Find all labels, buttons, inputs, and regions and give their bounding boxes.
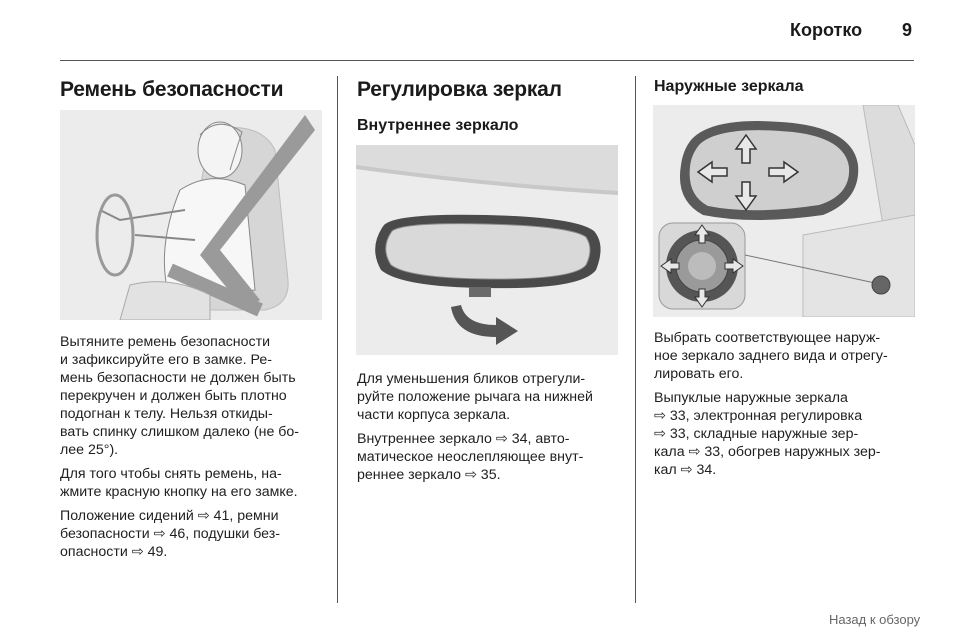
text-line: лировать его. bbox=[654, 366, 744, 382]
cross-reference-line[interactable]: безопасности ⇨ 46, подушки без- bbox=[60, 526, 280, 542]
text-line: Выбрать соответствующее наруж- bbox=[654, 330, 881, 346]
cross-reference-line[interactable]: Внутреннее зеркало ⇨ 34, авто- bbox=[357, 431, 570, 447]
cross-reference-line[interactable]: кал ⇨ 34. bbox=[654, 462, 717, 478]
paragraph bbox=[60, 333, 328, 459]
subheading-exterior-mirrors: Наружные зеркала bbox=[654, 78, 804, 95]
paragraph-cross-references bbox=[357, 430, 627, 484]
cross-reference-line[interactable]: опасности ⇨ 49. bbox=[60, 544, 168, 560]
text-line: жмите красную кнопку на его замке. bbox=[60, 484, 298, 500]
paragraph bbox=[654, 329, 924, 383]
cross-reference-line[interactable]: кала ⇨ 33, обогрев наружных зер- bbox=[654, 444, 881, 460]
exterior-mirror-illustration bbox=[653, 105, 915, 317]
exterior-mirror-text bbox=[654, 329, 924, 485]
text-line: ное зеркало заднего вида и отрегу- bbox=[654, 348, 888, 364]
text-line: и зафиксируйте его в замке. Ре- bbox=[60, 352, 272, 368]
text-line: Выпуклые наружные зеркала bbox=[654, 390, 848, 406]
text-line: Для уменьшения бликов отрегули- bbox=[357, 371, 586, 387]
cross-reference-line[interactable]: Положение сидений ⇨ 41, ремни bbox=[60, 508, 279, 524]
page-number: 9 bbox=[902, 20, 913, 40]
column-divider bbox=[337, 76, 338, 603]
paragraph bbox=[357, 370, 627, 424]
text-line: вать спинку слишком далеко (не бо- bbox=[60, 424, 300, 440]
heading-seat-belt: Ремень безопасности bbox=[60, 78, 284, 101]
paragraph-cross-references bbox=[60, 507, 328, 561]
seat-belt-illustration bbox=[60, 110, 322, 320]
cross-reference-line[interactable]: ⇨ 33, электронная регулировка bbox=[654, 408, 863, 424]
heading-mirror-adjustment: Регулировка зеркал bbox=[357, 78, 562, 101]
back-to-overview-link[interactable]: Назад к обзору bbox=[829, 612, 921, 627]
interior-mirror-illustration bbox=[356, 145, 618, 355]
text-line: перекручен и должен быть плотно bbox=[60, 388, 287, 404]
column-divider bbox=[635, 76, 636, 603]
text-line: руйте положение рычага на нижней bbox=[357, 389, 593, 405]
text-line: матическое неослепляющее внут- bbox=[357, 449, 584, 465]
paragraph-cross-references bbox=[654, 389, 924, 479]
text-line: Вытяните ремень безопасности bbox=[60, 334, 271, 350]
cross-reference-line[interactable]: ⇨ 33, складные наружные зер- bbox=[654, 426, 859, 442]
interior-mirror-text bbox=[357, 370, 627, 490]
subheading-interior-mirror: Внутреннее зеркало bbox=[357, 117, 519, 134]
section-title: Коротко bbox=[790, 20, 863, 40]
text-line: подогнан к телу. Нельзя откиды- bbox=[60, 406, 273, 422]
header-rule bbox=[60, 60, 914, 61]
text-line: Для того чтобы снять ремень, на- bbox=[60, 466, 282, 482]
text-line: мень безопасности не должен быть bbox=[60, 370, 296, 386]
cross-reference-line[interactable]: реннее зеркало ⇨ 35. bbox=[357, 467, 501, 483]
seat-belt-text bbox=[60, 333, 328, 567]
text-line: лее 25°). bbox=[60, 442, 119, 458]
paragraph bbox=[60, 465, 328, 501]
text-line: части корпуса зеркала. bbox=[357, 407, 511, 423]
